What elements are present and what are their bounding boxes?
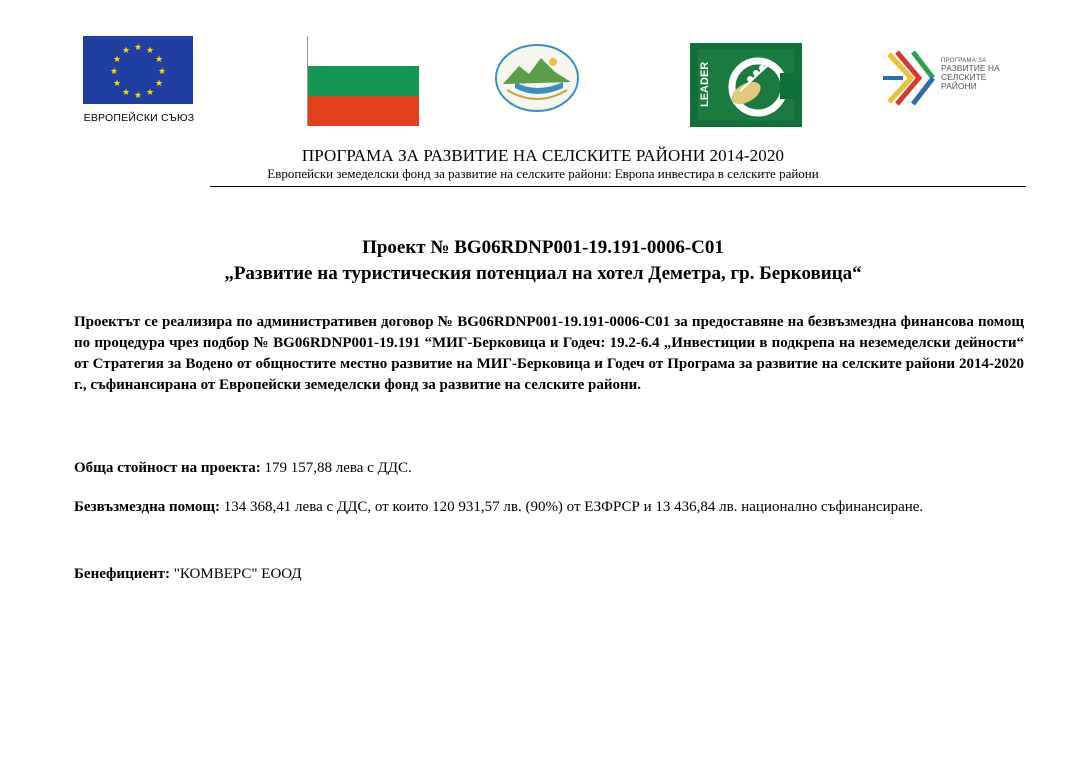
svg-text:★: ★ bbox=[145, 45, 155, 55]
eu-logo bbox=[83, 36, 195, 128]
mig-berkovitsa-godech-logo bbox=[493, 42, 581, 114]
svg-text:★: ★ bbox=[121, 45, 131, 55]
leader-text: LEADER bbox=[699, 61, 711, 107]
svg-text:★: ★ bbox=[145, 87, 155, 97]
beneficiary-value: "КОМВЕРС" ЕООД bbox=[170, 566, 302, 582]
svg-text:★: ★ bbox=[154, 78, 164, 88]
header-divider bbox=[210, 186, 1026, 187]
total-value-label: Обща стойност на проекта: bbox=[74, 460, 261, 476]
logo-line-2: РАЗВИТИЕ НА bbox=[941, 63, 1000, 74]
grant-value: 134 368,41 лева с ДДС, от които 120 931,57 лв. (90%) от ЕЗФРСР и 13 436,84 лв. национално съфинансиране. bbox=[220, 499, 924, 515]
svg-text:★: ★ bbox=[112, 78, 122, 88]
svg-text:★: ★ bbox=[109, 66, 119, 76]
grant-label: Безвъзмездна помощ: bbox=[74, 499, 221, 515]
svg-text:★: ★ bbox=[154, 54, 164, 64]
leader-logo bbox=[690, 43, 802, 127]
eu-flag-icon bbox=[83, 36, 193, 104]
eu-caption: ЕВРОПЕЙСКИ СЪЮЗ bbox=[83, 112, 195, 124]
program-title: ПРОГРАМА ЗА РАЗВИТИЕ НА СЕЛСКИТЕ РАЙОНИ 2014-2020 bbox=[301, 146, 785, 165]
svg-text:★: ★ bbox=[133, 90, 143, 100]
project-heading bbox=[0, 235, 1086, 287]
grant-line bbox=[74, 497, 1024, 518]
logo-line-1: ПРОГРАМА ЗА bbox=[941, 58, 987, 64]
logo-line-3: СЕЛСКИТЕ РАЙОНИ bbox=[941, 72, 987, 92]
svg-text:★: ★ bbox=[133, 42, 143, 52]
beneficiary-line bbox=[74, 564, 1024, 585]
bulgarian-flag-icon bbox=[307, 36, 419, 126]
rural-program-logo-text bbox=[941, 58, 1023, 91]
total-value-line bbox=[74, 458, 1024, 479]
project-name: „Развитие на туристическия потенциал на хотел Деметра, гр. Берковица“ bbox=[224, 263, 862, 284]
total-value: 179 157,88 лева с ДДС. bbox=[260, 460, 412, 476]
project-number: Проект № BG06RDNP001-19.191-0006-C01 bbox=[362, 237, 724, 258]
rural-development-program-logo bbox=[883, 48, 1023, 108]
program-subtitle: Европейски земеделски фонд за развитие на селските райони: Европа инвестира в селските райони bbox=[267, 166, 819, 181]
svg-text:★: ★ bbox=[112, 54, 122, 64]
svg-text:★: ★ bbox=[121, 87, 131, 97]
logo-bar bbox=[0, 34, 1086, 134]
program-header bbox=[0, 146, 1086, 182]
svg-text:★: ★ bbox=[157, 66, 167, 76]
beneficiary-label: Бенефициент: bbox=[74, 566, 171, 582]
project-description: Проектът се реализира по административен договор № BG06RDNP001-19.191-0006-C01 за предоставяне на безвъзмездна финансова помощ по процедура чрез подбор № BG06RDNP001-19.191 “МИГ-Берковица и Годеч: 19.2-6.4 „Инвестиции в подкрепа на неземеделски дейности“ от Стратегия за Водено от общностите местно развитие на МИГ-Берковица и Годеч от Програма за развитие на селските райони 2014-2020 г., съфинансирана от Европейски земеделски фонд за развитие на селските райони. bbox=[74, 314, 1024, 393]
